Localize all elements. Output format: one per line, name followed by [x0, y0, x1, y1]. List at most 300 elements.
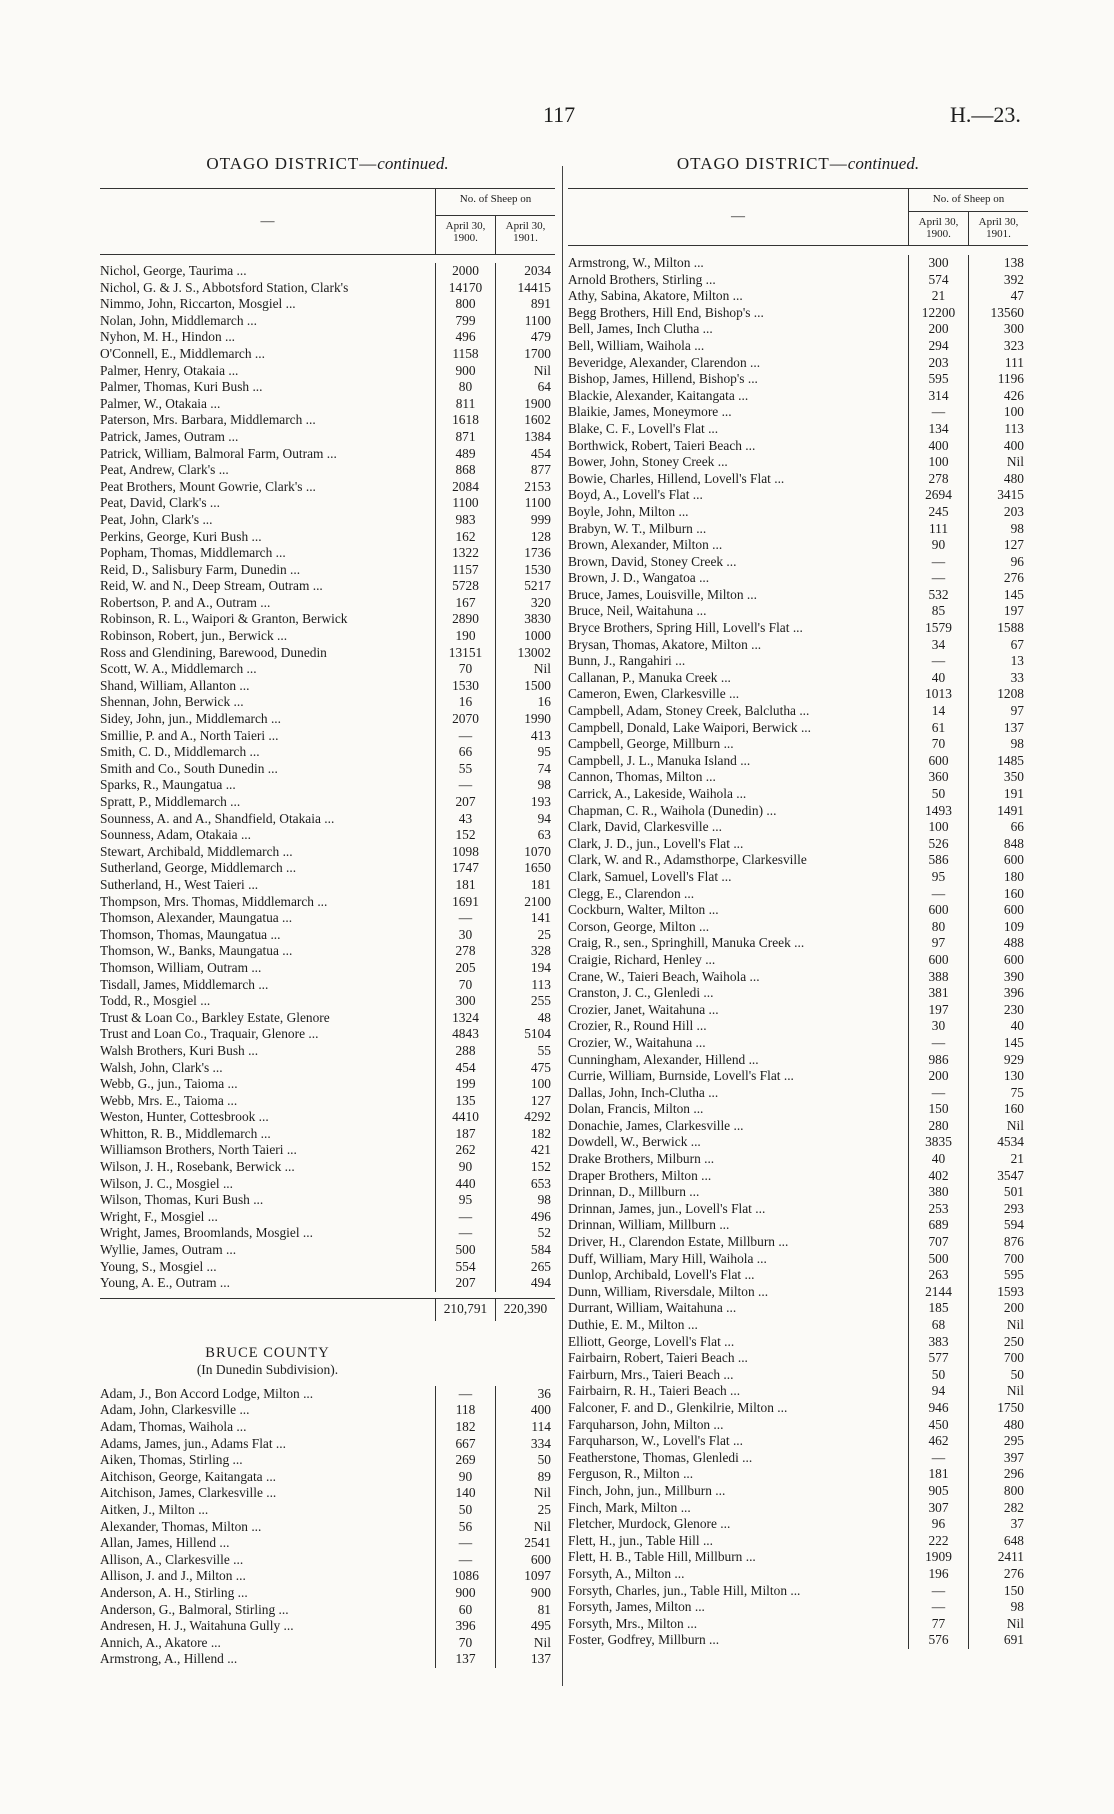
table-row: [568, 321, 1028, 338]
table-row: [568, 521, 1028, 538]
table-row: [568, 1101, 1028, 1118]
sheep-1901: 109: [968, 919, 1028, 936]
owner-name: Chapman, C. R., Waihola (Dunedin) ...: [568, 802, 777, 818]
table-row: [568, 886, 1028, 903]
table-row: [568, 686, 1028, 703]
table-row: [100, 1026, 555, 1043]
table-row: [100, 1552, 555, 1569]
sheep-1901: 66: [968, 819, 1028, 836]
table-row: [568, 603, 1028, 620]
owner-name: Dallas, John, Inch-Clutha ...: [568, 1084, 719, 1100]
owner-name: Annich, A., Akatore ...: [100, 1634, 221, 1650]
owner-name: Blaikie, James, Moneymore ...: [568, 404, 732, 420]
table-row: [100, 728, 555, 745]
table-row: [568, 969, 1028, 986]
owner-name: Bell, William, Waihola ...: [568, 337, 705, 353]
sheep-1900: 150: [908, 1101, 968, 1118]
sheep-1901: 929: [968, 1052, 1028, 1069]
sheep-1900: 900: [435, 1585, 495, 1602]
owner-name: Campbell, J. L., Manuka Island ...: [568, 752, 751, 768]
sheep-1901: 250: [968, 1334, 1028, 1351]
sheep-1901: 900: [495, 1585, 555, 1602]
owner-name: O'Connell, E., Middlemarch ...: [100, 345, 265, 361]
table-row: [568, 1201, 1028, 1218]
table-row: [568, 836, 1028, 853]
table-row: [568, 1002, 1028, 1019]
owner-name: Finch, Mark, Milton ...: [568, 1499, 691, 1515]
table-row: [568, 255, 1028, 272]
owner-name: Andresen, H. J., Waitahuna Gully ...: [100, 1618, 294, 1634]
sheep-1900: —: [908, 404, 968, 421]
sheep-1900: 90: [435, 1469, 495, 1486]
owner-name: Duff, William, Mary Hill, Waihola ...: [568, 1250, 767, 1266]
sheep-1901: 700: [968, 1350, 1028, 1367]
table-row: [568, 1334, 1028, 1351]
sheep-1901: 25: [495, 927, 555, 944]
year-1901-header: April 30, 1901.: [495, 216, 555, 254]
sheep-1901: 454: [495, 446, 555, 463]
table-row: [100, 1535, 555, 1552]
table-row: [100, 1469, 555, 1486]
table-row: [568, 1052, 1028, 1069]
sheep-1901: 2100: [495, 894, 555, 911]
sheep-1901: 100: [495, 1076, 555, 1093]
owner-name: Crozier, W., Waitahuna ...: [568, 1034, 706, 1050]
sheep-1900: 1493: [908, 803, 968, 820]
sheep-1900: 868: [435, 462, 495, 479]
sheep-1901: 479: [495, 329, 555, 346]
year-1900-header: April 30, 1900.: [908, 212, 968, 246]
owner-name: Peat, Andrew, Clark's ...: [100, 462, 229, 478]
table-row: [100, 429, 555, 446]
owner-name: Bruce, Neil, Waitahuna ...: [568, 603, 707, 619]
table-row: [100, 412, 555, 429]
sheep-1901: 877: [495, 462, 555, 479]
table-row: [568, 1383, 1028, 1400]
sheep-1900: 70: [908, 736, 968, 753]
owner-name: Forsyth, A., Milton ...: [568, 1565, 685, 1581]
owner-name: Nichol, G. & J. S., Abbotsford Station, Clark's: [100, 279, 349, 295]
sheep-1901: 75: [968, 1085, 1028, 1102]
table-row: [100, 645, 555, 662]
left-column: [100, 154, 555, 1668]
sheep-1900: 56: [435, 1519, 495, 1536]
sheep-1900: 402: [908, 1168, 968, 1185]
owner-name: Allan, James, Hillend ...: [100, 1535, 230, 1551]
owner-name: Bruce, James, Louisville, Milton ...: [568, 586, 757, 602]
owner-name: Walsh Brothers, Kuri Bush ...: [100, 1042, 259, 1058]
owner-name: Farquharson, John, Milton ...: [568, 1416, 724, 1432]
sheep-1900: 600: [908, 952, 968, 969]
table-row: [100, 628, 555, 645]
table-row: [568, 1267, 1028, 1284]
table-row: [568, 1035, 1028, 1052]
sheep-1900: 95: [908, 869, 968, 886]
owner-name: Sparks, R., Maungatua ...: [100, 777, 236, 793]
owner-name: Clark, David, Clarkesville ...: [568, 819, 722, 835]
sheep-1901: 127: [495, 1093, 555, 1110]
sheep-1900: 262: [435, 1142, 495, 1159]
sheep-1901: 50: [495, 1452, 555, 1469]
sheep-1901: 33: [968, 670, 1028, 687]
sheep-1900: 16: [435, 694, 495, 711]
sheep-1901: 13002: [495, 645, 555, 662]
owner-name: Corson, George, Milton ...: [568, 918, 710, 934]
sheep-1900: 40: [908, 670, 968, 687]
year-1900-header: April 30, 1900.: [435, 216, 495, 254]
table-row: [100, 446, 555, 463]
table-row: [568, 1085, 1028, 1102]
sheep-1900: 946: [908, 1400, 968, 1417]
sheep-1901: 1208: [968, 686, 1028, 703]
owner-name: Bell, James, Inch Clutha ...: [568, 321, 713, 337]
owner-name: Borthwick, Robert, Taieri Beach ...: [568, 437, 756, 453]
table-row: [100, 495, 555, 512]
sheep-1900: 576: [908, 1632, 968, 1649]
owner-name: Sounness, Adam, Otakaia ...: [100, 827, 251, 843]
sheep-1900: 2084: [435, 479, 495, 496]
sheep-1900: 96: [908, 1516, 968, 1533]
owner-name: Flett, H. B., Table Hill, Millburn ...: [568, 1549, 756, 1565]
sheep-1900: 196: [908, 1566, 968, 1583]
table-row: [100, 529, 555, 546]
sheep-1901: Nil: [968, 454, 1028, 471]
sheep-1900: 500: [908, 1251, 968, 1268]
sheep-1900: 900: [435, 363, 495, 380]
owner-list-right: [568, 255, 1028, 1649]
table-row: [100, 545, 555, 562]
table-row: [568, 736, 1028, 753]
table-row: [568, 1483, 1028, 1500]
owner-name: Bower, John, Stoney Creek ...: [568, 454, 728, 470]
owner-name: Fairbairn, R. H., Taieri Beach ...: [568, 1383, 741, 1399]
sheep-1901: 1100: [495, 495, 555, 512]
table-row: [100, 512, 555, 529]
table-row: [100, 578, 555, 595]
owner-name: Perkins, George, Kuri Bush ...: [100, 528, 262, 544]
sheep-1901: 1070: [495, 844, 555, 861]
sheep-1901: 320: [495, 595, 555, 612]
owner-name: Thomson, Alexander, Maungatua ...: [100, 910, 293, 926]
table-row: [100, 761, 555, 778]
sheep-count-header: No. of Sheep on: [908, 189, 1028, 212]
sheep-1901: 25: [495, 1502, 555, 1519]
table-row: [568, 1118, 1028, 1135]
sheep-1901: 128: [495, 529, 555, 546]
sheep-1900: 197: [908, 1002, 968, 1019]
sheep-1900: 60: [435, 1602, 495, 1619]
sheep-1900: —: [908, 1085, 968, 1102]
sheep-1901: 800: [968, 1483, 1028, 1500]
sheep-1900: 152: [435, 827, 495, 844]
sheep-1900: 1100: [435, 495, 495, 512]
sheep-1901: 334: [495, 1436, 555, 1453]
sheep-1900: 1158: [435, 346, 495, 363]
sheep-1900: 140: [435, 1485, 495, 1502]
owner-name: Callanan, P., Manuka Creek ...: [568, 669, 731, 685]
owner-name: Currie, William, Burnside, Lovell's Flat ...: [568, 1068, 794, 1084]
sheep-1901: 501: [968, 1184, 1028, 1201]
owner-name: Clegg, E., Clarendon ...: [568, 885, 695, 901]
sheep-1901: 421: [495, 1142, 555, 1159]
sheep-1901: 130: [968, 1068, 1028, 1085]
table-row: [100, 1402, 555, 1419]
table-row: [100, 1142, 555, 1159]
owner-name: Stewart, Archibald, Middlemarch ...: [100, 843, 293, 859]
owner-name: Popham, Thomas, Middlemarch ...: [100, 545, 286, 561]
owner-name: Nimmo, John, Riccarton, Mosgiel ...: [100, 296, 296, 312]
sheep-1900: 90: [435, 1159, 495, 1176]
table-row: [100, 1419, 555, 1436]
sheep-1900: 167: [435, 595, 495, 612]
sheep-1901: 137: [968, 720, 1028, 737]
sheep-1901: 98: [495, 1192, 555, 1209]
sheep-1900: 600: [908, 753, 968, 770]
sheep-1901: 848: [968, 836, 1028, 853]
sheep-1901: Nil: [495, 1519, 555, 1536]
bruce-county-subtitle: (In Dunedin Subdivision).: [196, 1361, 339, 1377]
sheep-1900: 80: [908, 919, 968, 936]
owner-name: Palmer, W., Otakaia ...: [100, 395, 221, 411]
owner-name: Smillie, P. and A., North Taieri ...: [100, 727, 279, 743]
sheep-1901: 600: [495, 1552, 555, 1569]
owner-name: Armstrong, W., Milton ...: [568, 255, 704, 270]
table-row: [100, 1242, 555, 1259]
sheep-1900: 80: [435, 379, 495, 396]
owner-name: Adam, Thomas, Waihola ...: [100, 1419, 247, 1434]
sheep-1901: 296: [968, 1466, 1028, 1483]
table-row: [568, 421, 1028, 438]
sheep-1900: 70: [435, 661, 495, 678]
owner-name: Wright, James, Broomlands, Mosgiel ...: [100, 1225, 313, 1241]
owner-name: Beveridge, Alexander, Clarendon ...: [568, 354, 761, 370]
sheep-1900: 314: [908, 388, 968, 405]
table-row: [100, 1651, 555, 1668]
sheep-1901: 392: [968, 272, 1028, 289]
owner-name: Cranston, J. C., Glenledi ...: [568, 985, 714, 1001]
sheep-1901: 496: [495, 1209, 555, 1226]
sheep-1900: 70: [435, 977, 495, 994]
sheep-1901: 400: [968, 438, 1028, 455]
sheep-1900: 383: [908, 1334, 968, 1351]
sheep-1901: 145: [968, 587, 1028, 604]
sheep-1900: 77: [908, 1616, 968, 1633]
owner-name: Wilson, J. C., Mosgiel ...: [100, 1175, 234, 1191]
table-row: [568, 753, 1028, 770]
sheep-1901: 495: [495, 1618, 555, 1635]
sheep-1900: 2000: [435, 263, 495, 280]
owner-name: Brown, J. D., Wangatoa ...: [568, 570, 710, 586]
sheep-1901: 876: [968, 1234, 1028, 1251]
sheep-1900: 288: [435, 1043, 495, 1060]
table-row: [100, 296, 555, 313]
sheep-1901: 200: [968, 1300, 1028, 1317]
owner-name: Bryce Brothers, Spring Hill, Lovell's Flat ...: [568, 620, 803, 636]
table-row: [100, 313, 555, 330]
table-row: [568, 1068, 1028, 1085]
district-title-main: OTAGO DISTRICT—: [676, 154, 848, 173]
owner-name: Allison, A., Clarkesville ...: [100, 1551, 244, 1567]
owner-name: Patrick, James, Outram ...: [100, 428, 239, 444]
sheep-1901: 193: [495, 794, 555, 811]
owner-name: Adam, John, Clarkesville ...: [100, 1402, 250, 1418]
column-divider: [562, 166, 563, 1686]
sheep-1901: 98: [495, 777, 555, 794]
sheep-1901: 1650: [495, 860, 555, 877]
owner-name: Dolan, Francis, Milton ...: [568, 1101, 704, 1117]
table-row: [568, 670, 1028, 687]
table-row: [100, 1043, 555, 1060]
owner-name: Dunn, William, Riversdale, Milton ...: [568, 1283, 769, 1299]
sheep-1901: 1900: [495, 396, 555, 413]
owner-name: Crane, W., Taieri Beach, Waihola ...: [568, 968, 760, 984]
owner-name: Durrant, William, Waitahuna ...: [568, 1300, 737, 1316]
sheep-1901: 1588: [968, 620, 1028, 637]
owner-name: Dowdell, W., Berwick ...: [568, 1134, 701, 1150]
table-row: [568, 404, 1028, 421]
sheep-1901: 48: [495, 1010, 555, 1027]
sheep-1900: 13151: [435, 645, 495, 662]
sheep-1900: 450: [908, 1417, 968, 1434]
owner-name: Young, S., Mosgiel ...: [100, 1258, 217, 1274]
sheep-1901: 691: [968, 1632, 1028, 1649]
owner-name: Nichol, George, Taurima ...: [100, 263, 247, 278]
owner-name: Athy, Sabina, Akatore, Milton ...: [568, 288, 743, 304]
sheep-1901: 64: [495, 379, 555, 396]
sheep-1901: 282: [968, 1500, 1028, 1517]
sheep-1900: 454: [435, 1060, 495, 1077]
sheep-1900: 263: [908, 1267, 968, 1284]
sheep-1900: 5728: [435, 578, 495, 595]
sheep-1901: 480: [968, 1417, 1028, 1434]
owner-name: Shennan, John, Berwick ...: [100, 694, 244, 710]
sheep-1900: 586: [908, 852, 968, 869]
table-row: [100, 1076, 555, 1093]
sheep-1900: 1909: [908, 1549, 968, 1566]
sheep-1901: 584: [495, 1242, 555, 1259]
sheep-1901: Nil: [968, 1118, 1028, 1135]
table-row: [100, 1485, 555, 1502]
table-row: [568, 454, 1028, 471]
table-row: [568, 1566, 1028, 1583]
table-row: [100, 1436, 555, 1453]
sheep-1901: 1485: [968, 753, 1028, 770]
owner-name: Driver, H., Clarendon Estate, Millburn ...: [568, 1234, 789, 1250]
sheep-1900: 388: [908, 969, 968, 986]
sheep-1900: 360: [908, 769, 968, 786]
table-header-left: [100, 188, 555, 255]
sheep-1900: 278: [435, 943, 495, 960]
table-row: [100, 943, 555, 960]
owner-name: Finch, John, jun., Millburn ...: [568, 1482, 726, 1498]
total-1900: 210,791: [435, 1299, 495, 1321]
table-row: [568, 1417, 1028, 1434]
sheep-1901: 40: [968, 1018, 1028, 1035]
owner-name: Robinson, Robert, jun., Berwick ...: [100, 628, 288, 644]
owner-name: Spratt, P., Middlemarch ...: [100, 794, 241, 809]
owner-name: Peat Brothers, Mount Gowrie, Clark's ...: [100, 478, 316, 494]
sheep-1901: 37: [968, 1516, 1028, 1533]
owner-name: Williamson Brothers, North Taieri ...: [100, 1142, 297, 1158]
owner-name: Bishop, James, Hillend, Bishop's ...: [568, 371, 758, 387]
sheep-1901: 413: [495, 728, 555, 745]
table-row: [100, 1060, 555, 1077]
table-row: [100, 927, 555, 944]
sheep-1901: 1700: [495, 346, 555, 363]
sheep-1901: 5217: [495, 578, 555, 595]
sheep-1900: 1691: [435, 894, 495, 911]
table-header-right: [568, 188, 1028, 246]
sheep-1900: 2694: [908, 487, 968, 504]
owner-name: Walsh, John, Clark's ...: [100, 1059, 223, 1075]
sheep-1900: 207: [435, 794, 495, 811]
owner-name: Elliott, George, Lovell's Flat ...: [568, 1333, 735, 1349]
sheep-1901: 2541: [495, 1535, 555, 1552]
sheep-1901: 397: [968, 1450, 1028, 1467]
owner-name: Adam, J., Bon Accord Lodge, Milton ...: [100, 1385, 314, 1401]
sheep-1901: 182: [495, 1126, 555, 1143]
table-row: [568, 653, 1028, 670]
owner-name: Drake Brothers, Milburn ...: [568, 1151, 715, 1167]
sheep-1901: 3830: [495, 611, 555, 628]
sheep-1900: 600: [908, 902, 968, 919]
sheep-1900: 190: [435, 628, 495, 645]
table-row: [568, 305, 1028, 322]
owner-name: Smith and Co., South Dunedin ...: [100, 760, 278, 776]
owner-name: Sidey, John, jun., Middlemarch ...: [100, 711, 282, 727]
sheep-1900: 200: [908, 1068, 968, 1085]
sheep-1900: 185: [908, 1300, 968, 1317]
table-row: [568, 338, 1028, 355]
sheep-1901: Nil: [495, 1485, 555, 1502]
sheep-1901: 600: [968, 952, 1028, 969]
table-row: [568, 1367, 1028, 1384]
sheep-1900: 12200: [908, 305, 968, 322]
owner-name: Trust & Loan Co., Barkley Estate, Glenore: [100, 1009, 330, 1025]
sheep-1901: 4292: [495, 1109, 555, 1126]
sheep-1900: 707: [908, 1234, 968, 1251]
table-row: [568, 570, 1028, 587]
owner-name: Anderson, A. H., Stirling ...: [100, 1584, 248, 1600]
sheep-1900: 300: [435, 993, 495, 1010]
sheep-1901: 13: [968, 653, 1028, 670]
owner-name: Robinson, R. L., Waipori & Granton, Berwick: [100, 611, 348, 627]
owner-list-left: [100, 263, 555, 1292]
table-row: [568, 487, 1028, 504]
right-column: [568, 154, 1028, 1649]
owner-name: Brown, Alexander, Milton ...: [568, 537, 723, 553]
table-row: [568, 355, 1028, 372]
sheep-1900: —: [435, 910, 495, 927]
table-row: [568, 471, 1028, 488]
sheep-1900: 100: [908, 454, 968, 471]
page-header: [0, 102, 1114, 132]
table-row: [100, 263, 555, 280]
table-row: [568, 554, 1028, 571]
sheep-1900: 50: [908, 786, 968, 803]
owner-name: Ross and Glendining, Barewood, Dunedin: [100, 644, 327, 660]
owner-name: Aitchison, James, Clarkesville ...: [100, 1485, 277, 1501]
sheep-1901: 3415: [968, 487, 1028, 504]
sheep-1900: 222: [908, 1533, 968, 1550]
sheep-1900: —: [908, 554, 968, 571]
sheep-1900: 40: [908, 1151, 968, 1168]
sheep-1901: 1530: [495, 562, 555, 579]
owner-name: Crozier, Janet, Waitahuna ...: [568, 1001, 719, 1017]
table-row: [100, 877, 555, 894]
table-row: [100, 363, 555, 380]
sheep-1900: 489: [435, 446, 495, 463]
